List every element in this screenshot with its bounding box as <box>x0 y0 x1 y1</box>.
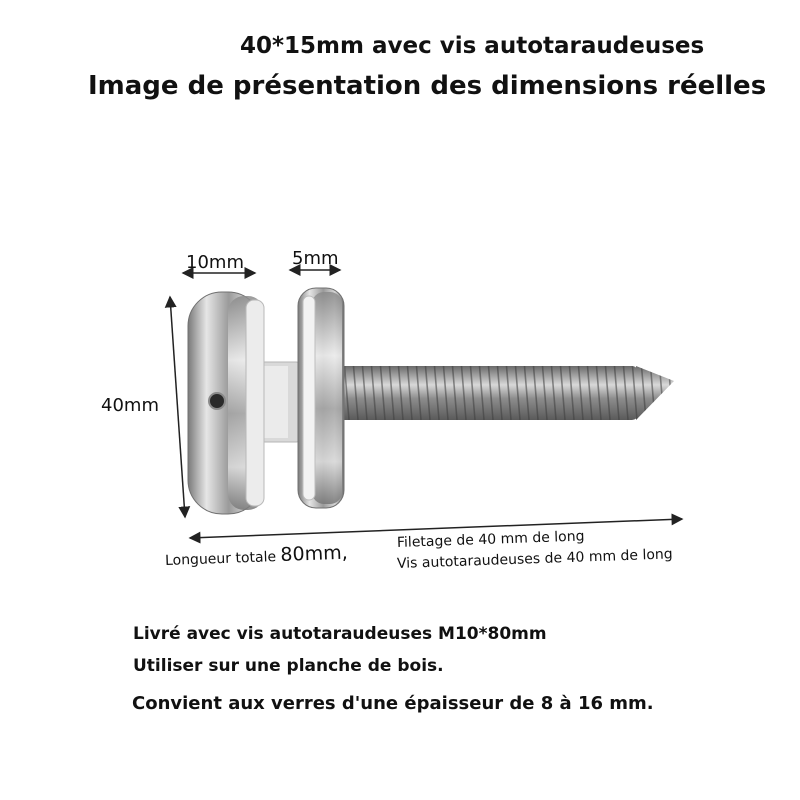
thread-length-caption: Filetage de 40 mm de long <box>396 528 585 551</box>
head-width-label: 10mm <box>186 252 244 273</box>
screw-length-caption: Vis autotaraudeuses de 40 mm de long <box>396 546 673 572</box>
total-length-value: 80mm, <box>280 541 349 566</box>
title-line-1: 40*15mm avec vis autotaraudeuses <box>240 33 705 59</box>
note-wood-board: Utiliser sur une planche de bois. <box>133 656 444 676</box>
screw-thread <box>336 366 638 420</box>
note-glass-thickness: Convient aux verres d'une épaisseur de 8 à 16 mm. <box>132 693 654 714</box>
set-screw-hole <box>209 393 225 409</box>
total-length-prefix: Longueur totale <box>164 549 277 569</box>
note-included-screw: Livré avec vis autotaraudeuses M10*80mm <box>133 624 547 644</box>
diameter-label: 40mm <box>101 395 159 416</box>
washer-width-label: 5mm <box>292 248 339 269</box>
title-line-2: Image de présentation des dimensions réelles <box>88 71 767 101</box>
diameter-arrow <box>170 297 185 517</box>
